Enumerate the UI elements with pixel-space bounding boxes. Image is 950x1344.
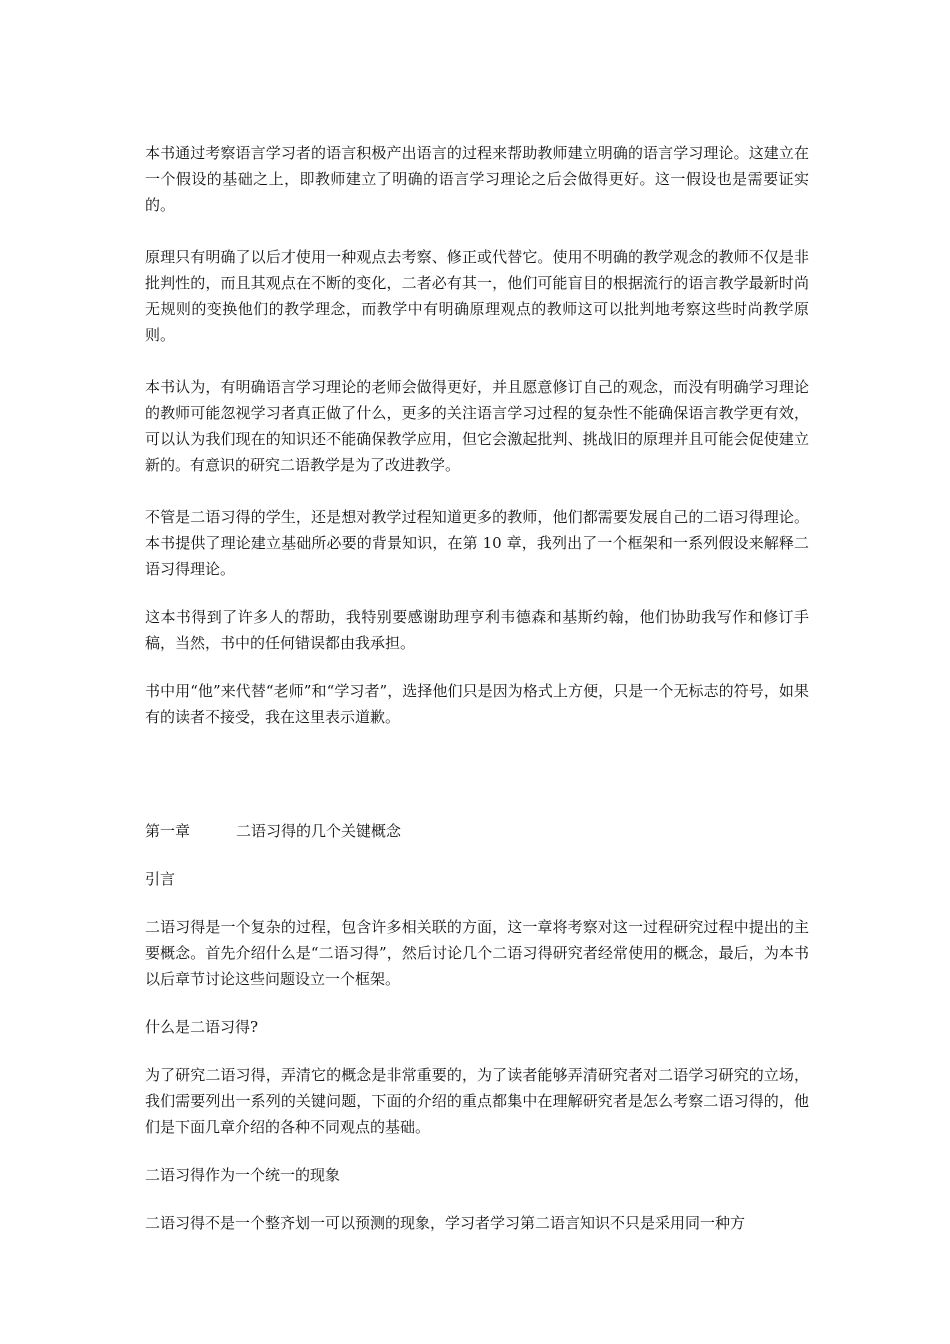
intro-paragraph: 二语习得是一个复杂的过程，包含许多相关联的方面，这一章将考察对这一过程研究过程中提出的主要概念。首先介绍什么是“二语习得”，然后讨论几个二语习得研究者经常使用的概念，最后，为本书以后章节讨论这些问题设立一个框架。 — [145, 918, 809, 988]
what-is-sla-paragraph: 为了研究二语习得，弄清它的概念是非常重要的，为了读者能够弄清研究者对二语学习研究的立场，我们需要列出一系列的关键问题，下面的介绍的重点都集中在理解研究者是怎么考察二语习得的，他们是下面几章介绍的各种不同观点的基础。 — [145, 1066, 809, 1136]
chapter-title — [145, 818, 809, 844]
unified-phenomenon-heading: 二语习得作为一个统一的现象 — [145, 1166, 341, 1184]
preface-paragraph-4: 不管是二语习得的学生，还是想对教学过程知道更多的教师，他们都需要发展自己的二语习得理论。本书提供了理论建立基础所必要的背景知识，在第 10 章，我列出了一个框架和一系列假设来解释二语习得理论。 — [145, 508, 809, 578]
unified-phenomenon-paragraph: 二语习得不是一个整齐划一可以预测的现象，学习者学习第二语言知识不只是采用同一种方 — [145, 1214, 746, 1232]
intro-heading: 引言 — [145, 870, 176, 888]
preface-paragraph-6: 书中用“他”来代替“老师”和“学习者”，选择他们只是因为格式上方便，只是一个无标志的符号，如果有的读者不接受，我在这里表示道歉。 — [145, 682, 809, 726]
preface-paragraph-1: 本书通过考察语言学习者的语言积极产出语言的过程来帮助教师建立明确的语言学习理论。这建立在一个假设的基础之上，即教师建立了明确的语言学习理论之后会做得更好。这一假设也是需要证实的。 — [145, 144, 809, 214]
preface-paragraph-2: 原理只有明确了以后才使用一种观点去考察、修正或代替它。使用不明确的教学观念的教师不仅是非批判性的，而且其观点在不断的变化，二者必有其一，他们可能盲目的根据流行的语言教学最新时尚无规则的变换他们的教学理念，而教学中有明确原理观点的教师这可以批判地考察这些时尚教学原则。 — [145, 248, 809, 344]
document-page — [145, 140, 809, 1236]
preface-paragraph-5: 这本书得到了许多人的帮助，我特别要感谢助理亨利韦德森和基斯约翰，他们协助我写作和修订手稿，当然，书中的任何错误都由我承担。 — [145, 608, 809, 652]
chapter-number: 第一章 — [145, 822, 191, 840]
what-is-sla-heading: 什么是二语习得? — [145, 1018, 259, 1036]
preface-paragraph-3: 本书认为，有明确语言学习理论的老师会做得更好，并且愿意修订自己的观念，而没有明确学习理论的教师可能忽视学习者真正做了什么，更多的关注语言学习过程的复杂性不能确保语言教学更有效，可以认为我们现在的知识还不能确保教学应用，但它会激起批判、挑战旧的原理并且可能会促使建立新的。有意识的研究二语教学是为了改进教学。 — [145, 378, 809, 474]
chapter-name: 二语习得的几个关键概念 — [236, 822, 402, 840]
